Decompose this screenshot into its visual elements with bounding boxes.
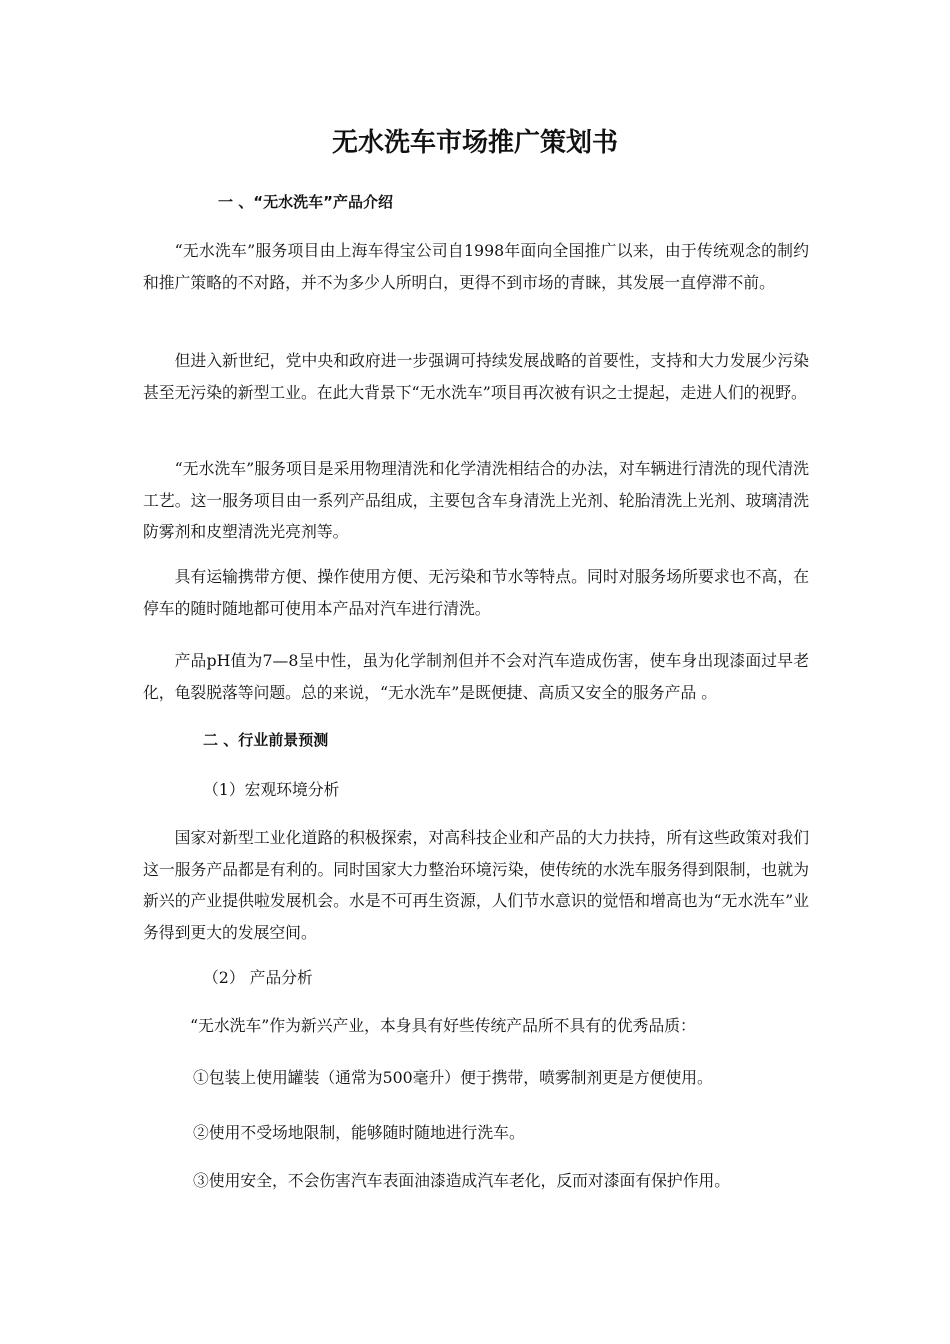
- paragraph: 具有运输携带方便、操作使用方便、无污染和节水等特点。同时对服务场所要求也不高，在停车的随时随地都可使用本产品对汽车进行清洗。: [143, 567, 809, 618]
- paragraph: 产品pH值为7—8呈中性，虽为化学制剂但并不会对汽车造成伤害，使车身出现漆面过早老化，龟裂脱落等问题。总的来说，“无水洗车”是既便捷、高质又安全的服务产品 。: [143, 651, 809, 702]
- section-2-heading: 二 、行业前景预测: [203, 731, 329, 749]
- list-item: ③使用安全，不会伤害汽车表面油漆造成汽车老化，反而对漆面有保护作用。: [193, 1171, 731, 1190]
- paragraph: “无水洗车”作为新兴产业，本身具有好些传统产品所不具有的优秀品质：: [190, 1016, 696, 1035]
- list-item: ②使用不受场地限制，能够随时随地进行洗车。: [193, 1123, 525, 1142]
- subsection-1-heading: （1）宏观环境分析: [203, 780, 340, 799]
- document-title: 无水洗车市场推广策划书: [331, 128, 618, 158]
- paragraph: 国家对新型工业化道路的积极探索，对高科技企业和产品的大力扶持，所有这些政策对我们这一服务产品都是有利的。同时国家大力整治环境污染，使传统的水洗车服务得到限制，也就为新兴的产业提供啦发展机会。水是不可再生资源，人们节水意识的觉悟和增高也为“无水洗车”业务得到更大的发展空间。: [143, 828, 809, 942]
- paragraph: “无水洗车”服务项目由上海车得宝公司自1998年面向全国推广以来，由于传统观念的制约和推广策略的不对路，并不为多少人所明白，更得不到市场的青睐，其发展一直停滞不前。: [143, 241, 809, 292]
- paragraph: 但进入新世纪，党中央和政府进一步强调可持续发展战略的首要性，支持和大力发展少污染甚至无污染的新型工业。在此大背景下“无水洗车”项目再次被有识之士提起，走进人们的视野。: [143, 351, 809, 402]
- subsection-2-heading: （2） 产品分析: [203, 968, 313, 987]
- list-item: ①包装上使用罐装（通常为500毫升）便于携带，喷雾制剂更是方便使用。: [193, 1068, 713, 1087]
- paragraph: “无水洗车”服务项目是采用物理清洗和化学清洗相结合的办法，对车辆进行清洗的现代清洗工艺。这一服务项目由一系列产品组成，主要包含车身清洗上光剂、轮胎清洗上光剂、玻璃清洗防雾剂和皮塑清洗光亮剂等。: [143, 459, 809, 541]
- section-1-heading: 一 、“无水洗车”产品介绍: [218, 193, 393, 211]
